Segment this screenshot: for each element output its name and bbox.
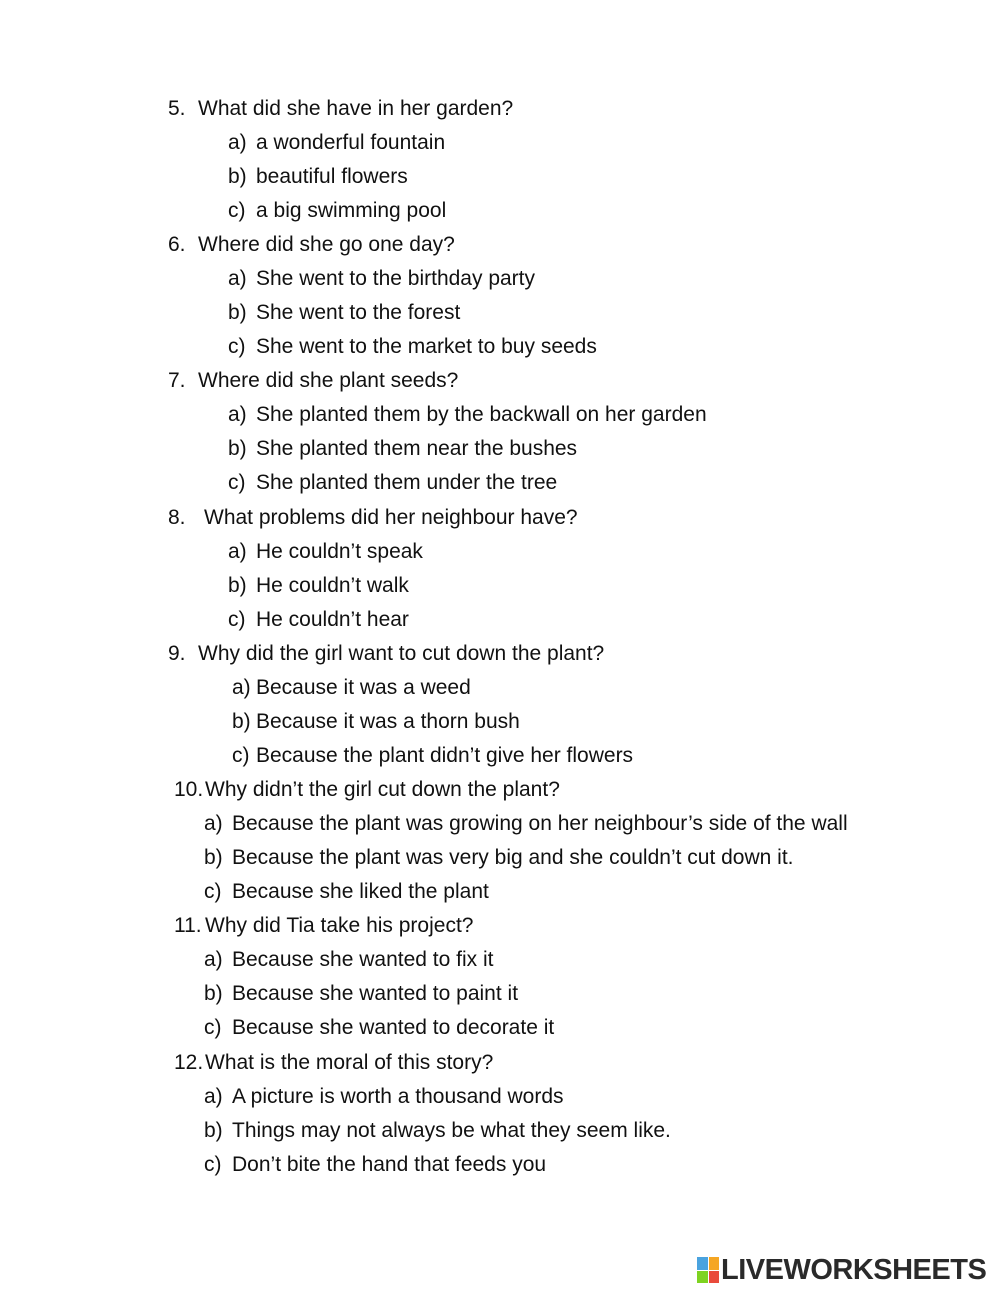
option-text: He couldn’t walk bbox=[256, 574, 409, 597]
option-text: Don’t bite the hand that feeds you bbox=[232, 1153, 547, 1176]
question-number: 8. bbox=[168, 506, 186, 529]
logo-square-3 bbox=[697, 1271, 708, 1284]
question-number: 11. bbox=[174, 914, 202, 937]
option-text: Things may not always be what they seem like. bbox=[232, 1119, 671, 1142]
question-text: Why did the girl want to cut down the plant? bbox=[198, 642, 605, 665]
option-text: Because the plant didn’t give her flowers bbox=[256, 744, 634, 767]
logo-text: LIVEWORKSHEETS bbox=[721, 1253, 987, 1286]
liveworksheets-logo-icon bbox=[697, 1257, 719, 1283]
question-text: What problems did her neighbour have? bbox=[204, 506, 578, 529]
logo-square-2 bbox=[709, 1257, 720, 1270]
option-label: c) bbox=[204, 880, 222, 903]
question-number: 6. bbox=[168, 233, 186, 256]
question-number: 10. bbox=[174, 778, 204, 801]
option-text: Because she wanted to paint it bbox=[232, 982, 519, 1005]
option-text: A picture is worth a thousand words bbox=[232, 1085, 564, 1108]
option-text: She went to the forest bbox=[256, 301, 461, 324]
option-label: a) bbox=[204, 948, 223, 971]
option-text: Because she wanted to fix it bbox=[232, 948, 494, 971]
option-text: Because the plant was very big and she couldn’t cut down it. bbox=[232, 846, 794, 869]
option-label: a) bbox=[228, 267, 247, 290]
option-label: c) bbox=[204, 1153, 222, 1176]
question-number: 12. bbox=[174, 1051, 204, 1074]
option-label: b) bbox=[204, 846, 223, 869]
option-label: c) bbox=[228, 608, 246, 631]
option-text: Because she liked the plant bbox=[232, 880, 489, 903]
option-label: b) bbox=[204, 1119, 223, 1142]
option-label: a) bbox=[228, 131, 247, 154]
option-label: a) bbox=[232, 676, 251, 699]
question-text: What did she have in her garden? bbox=[198, 97, 514, 120]
question-text: Where did she go one day? bbox=[198, 233, 455, 256]
option-label: c) bbox=[228, 471, 246, 494]
option-label: c) bbox=[228, 199, 246, 222]
option-text: Because the plant was growing on her neighbour’s side of the wall bbox=[232, 812, 848, 835]
option-label: b) bbox=[204, 982, 223, 1005]
question-number: 9. bbox=[168, 642, 186, 665]
option-text: a wonderful fountain bbox=[256, 131, 446, 154]
option-label: a) bbox=[204, 812, 223, 835]
option-label: b) bbox=[228, 437, 247, 460]
question-text: Where did she plant seeds? bbox=[198, 369, 459, 392]
option-label: a) bbox=[204, 1085, 223, 1108]
option-label: b) bbox=[228, 301, 247, 324]
option-text: beautiful flowers bbox=[256, 165, 408, 188]
question-number: 5. bbox=[168, 97, 186, 120]
logo-square-1 bbox=[697, 1257, 708, 1270]
option-label: b) bbox=[228, 165, 247, 188]
option-label: c) bbox=[232, 744, 250, 767]
option-text: She planted them near the bushes bbox=[256, 437, 578, 460]
option-text: He couldn’t speak bbox=[256, 540, 423, 563]
option-text: a big swimming pool bbox=[256, 199, 447, 222]
option-text: She went to the birthday party bbox=[256, 267, 535, 290]
question-number: 7. bbox=[168, 369, 186, 392]
option-label: b) bbox=[232, 710, 251, 733]
option-text: Because she wanted to decorate it bbox=[232, 1016, 555, 1039]
option-label: c) bbox=[204, 1016, 222, 1039]
question-text: What is the moral of this story? bbox=[205, 1051, 494, 1074]
question-text: Why did Tia take his project? bbox=[205, 914, 474, 937]
option-text: Because it was a weed bbox=[256, 676, 471, 699]
option-label: a) bbox=[228, 403, 247, 426]
liveworksheets-logo[interactable] bbox=[697, 1253, 986, 1287]
option-text: She planted them under the tree bbox=[256, 471, 558, 494]
option-text: She planted them by the backwall on her garden bbox=[256, 403, 707, 426]
option-label: b) bbox=[228, 574, 247, 597]
option-text: He couldn’t hear bbox=[256, 608, 409, 631]
question-text: Why didn’t the girl cut down the plant? bbox=[205, 778, 560, 801]
option-label: a) bbox=[228, 540, 247, 563]
logo-square-4 bbox=[709, 1271, 720, 1284]
option-text: She went to the market to buy seeds bbox=[256, 335, 597, 358]
option-label: c) bbox=[228, 335, 246, 358]
option-text: Because it was a thorn bush bbox=[256, 710, 520, 733]
